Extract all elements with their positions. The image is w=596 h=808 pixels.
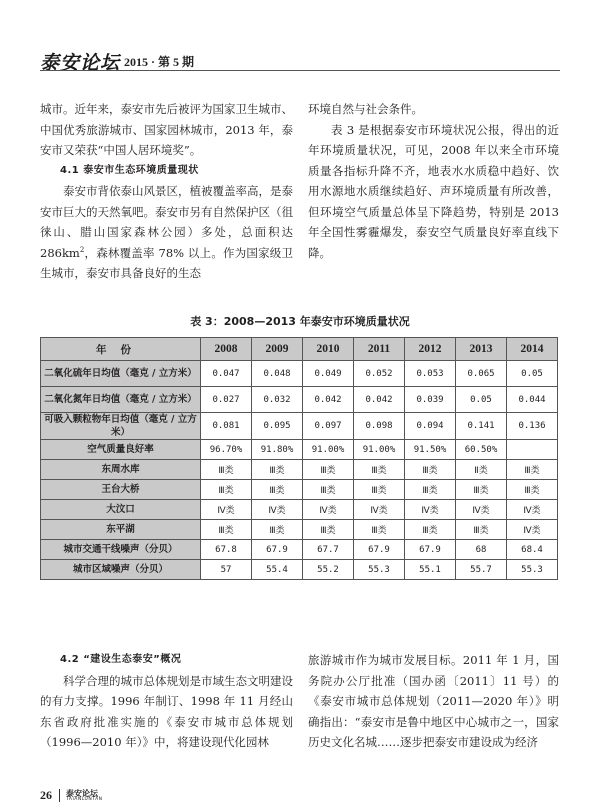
table-cell: Ⅳ类 (201, 500, 252, 520)
running-header (40, 48, 560, 72)
table-cell: 55.3 (507, 560, 558, 580)
section-heading-4-2: 4.2 “建设生态泰安”概况 (60, 654, 182, 665)
table-cell: Ⅲ类 (252, 460, 303, 480)
table-cell: 0.095 (252, 413, 303, 440)
table-cell: Ⅲ类 (201, 480, 252, 500)
table-row (41, 387, 558, 413)
table-cell: 67.9 (252, 540, 303, 560)
row-label: 东周水库 (41, 460, 201, 480)
bottom-right-column (308, 650, 559, 753)
table-cell: 91.50% (405, 440, 456, 460)
header-year: 2013 (456, 338, 507, 361)
paragraph-ecology-a: 泰安市背依泰山风景区，植被覆盖率高，是泰安市巨大的天然氧吧。泰安市另有自然保护区（徂徕山、腊山国家森林公园）多处，总面积达 286km (40, 184, 293, 260)
table-cell: Ⅳ类 (456, 500, 507, 520)
table-cell: 67.9 (354, 540, 405, 560)
table-cell: Ⅲ类 (201, 460, 252, 480)
table-cell: Ⅳ类 (507, 500, 558, 520)
row-label: 二氧化氮年日均值（毫克 / 立方米） (41, 387, 201, 413)
table-cell: 0.044 (507, 387, 558, 413)
table-cell: Ⅲ类 (252, 520, 303, 540)
section-heading-4-1: 4.1 泰安市生态环境质量现状 (60, 164, 199, 176)
table-cell: Ⅲ类 (354, 480, 405, 500)
table-cell: 0.052 (354, 361, 405, 387)
paragraph-ecology (40, 181, 293, 284)
table-cell: 0.053 (405, 361, 456, 387)
footer-journal-name: 泰安论坛 (66, 789, 98, 798)
table-cell: Ⅲ类 (201, 520, 252, 540)
row-label: 空气质量良好率 (41, 440, 201, 460)
table-cell: 67.9 (405, 540, 456, 560)
table-cell: 91.00% (354, 440, 405, 460)
table-cell: Ⅲ类 (456, 520, 507, 540)
table-cell: 0.097 (303, 413, 354, 440)
table-cell: Ⅲ类 (507, 480, 558, 500)
table-cell: 67.8 (201, 540, 252, 560)
table-cell: Ⅳ类 (405, 500, 456, 520)
journal-logo: 泰安论坛 (40, 52, 121, 74)
table-cell: Ⅲ类 (252, 480, 303, 500)
table-header-row (41, 338, 558, 361)
table-cell: 57 (201, 560, 252, 580)
header-year: 2009 (252, 338, 303, 361)
table-cell: 0.042 (354, 387, 405, 413)
table-row (41, 560, 558, 580)
table-cell: Ⅲ类 (405, 480, 456, 500)
table-cell: 0.047 (201, 361, 252, 387)
table-row (41, 440, 558, 460)
paragraph-planning-continued: 旅游城市作为城市发展目标。2011 年 1 月，国务院办公厅批准（国办函〔2011〕11 号）的《泰安市城市总体规划（2011—2020 年）》明确指出：“泰安市是鲁中地区中心城市之一，国家历史文化名城……逐步把泰安市建设成为经济 (308, 653, 559, 749)
table-cell: 0.081 (201, 413, 252, 440)
superscript-2: 2 (79, 245, 85, 254)
table-cell: 55.3 (354, 560, 405, 580)
table-cell: Ⅱ类 (456, 460, 507, 480)
table-cell: Ⅲ类 (303, 460, 354, 480)
footer-rule (59, 789, 60, 802)
table-cell: 55.1 (405, 560, 456, 580)
table-cell: 0.048 (252, 361, 303, 387)
table-cell: 0.032 (252, 387, 303, 413)
page-number: 26 (40, 788, 52, 802)
table-cell: Ⅳ类 (354, 500, 405, 520)
table-cell: 0.05 (507, 361, 558, 387)
table-cell: 0.042 (303, 387, 354, 413)
table-cell: 0.141 (456, 413, 507, 440)
table-row (41, 500, 558, 520)
paragraph-continued-right: 环境自然与社会条件。 (308, 102, 423, 116)
table-cell: Ⅲ类 (354, 520, 405, 540)
footer-journal-pinyin: TAIANLUNTAN (66, 797, 103, 802)
header-year: 2011 (354, 338, 405, 361)
table-cell: Ⅲ类 (456, 480, 507, 500)
table-cell: Ⅳ类 (507, 520, 558, 540)
header-year: 2008 (201, 338, 252, 361)
table-body (41, 361, 558, 580)
table-cell: Ⅳ类 (252, 500, 303, 520)
row-label: 城市区域噪声（分贝） (41, 560, 201, 580)
table-cell: 55.2 (303, 560, 354, 580)
table-cell: 60.50% (456, 440, 507, 460)
table-row (41, 361, 558, 387)
row-label: 二氧化硫年日均值（毫克 / 立方米） (41, 361, 201, 387)
environment-quality-table (40, 337, 558, 580)
table-cell: Ⅲ类 (303, 520, 354, 540)
table-cell: 0.027 (201, 387, 252, 413)
top-left-column (40, 99, 293, 284)
header-year: 2014 (507, 338, 558, 361)
paragraph-table-intro: 表 3 是根据泰安市环境状况公报，得出的近年环境质量状况，可见，2008 年以来全市环境质量各指标升降不齐，地表水水质稳中趋好、饮用水源地水质继续趋好、声环境质量有所改善，但环境空气质量总体呈下降趋势，特别是 2013 年全国性雾霾爆发，泰安空气质量良好率直线下降。 (308, 122, 559, 260)
table-row (41, 413, 558, 440)
bottom-left-column (40, 650, 293, 753)
issue-info: 2015 · 第 5 期 (124, 55, 195, 69)
table-row (41, 520, 558, 540)
table-cell: 67.7 (303, 540, 354, 560)
table-cell: Ⅲ类 (303, 480, 354, 500)
table-cell: Ⅲ类 (354, 460, 405, 480)
header-rule (40, 70, 560, 71)
table-cell: 0.05 (456, 387, 507, 413)
table-row (41, 460, 558, 480)
table-cell: 68.4 (507, 540, 558, 560)
table-cell (507, 440, 558, 460)
table-cell: Ⅲ类 (405, 460, 456, 480)
paragraph-planning: 科学合理的城市总体规划是市域生态文明建设的有力支撑。1996 年制订、1998 年 11 月经山东省政府批准实施的《泰安市城市总体规划（1996—2010 年）》中，将建设现代化园林 (40, 673, 293, 749)
table-row (41, 480, 558, 500)
page-footer (40, 788, 240, 804)
table-cell: Ⅲ类 (405, 520, 456, 540)
paragraph-continued: 城市。近年来，泰安市先后被评为国家卫生城市、中国优秀旅游城市、国家园林城市，2013 年，泰安市又荣获“中国人居环境奖”。 (40, 102, 293, 157)
paragraph-ecology-b: ，森林覆盖率 78% 以上。作为国家级卫生城市，泰安市具备良好的生态 (40, 245, 293, 280)
table-cell: 68 (456, 540, 507, 560)
table-row (41, 540, 558, 560)
table-cell: Ⅳ类 (303, 500, 354, 520)
table-cell: 0.065 (456, 361, 507, 387)
row-label: 城市交通干线噪声（分贝） (41, 540, 201, 560)
table-cell: 91.00% (303, 440, 354, 460)
row-label: 大汶口 (41, 500, 201, 520)
row-label: 王台大桥 (41, 480, 201, 500)
row-label: 可吸入颗粒物年日均值（毫克 / 立方米） (41, 413, 201, 440)
row-label: 东平湖 (41, 520, 201, 540)
table-cell: 0.136 (507, 413, 558, 440)
table-cell: 0.039 (405, 387, 456, 413)
table-cell: 0.049 (303, 361, 354, 387)
table-cell: 96.70% (201, 440, 252, 460)
table-cell: 91.80% (252, 440, 303, 460)
header-year: 2010 (303, 338, 354, 361)
table-cell: Ⅲ类 (507, 460, 558, 480)
table-cell: 55.7 (456, 560, 507, 580)
header-year: 2012 (405, 338, 456, 361)
table-cell: 0.098 (354, 413, 405, 440)
table-caption: 表 3：2008—2013 年泰安市环境质量状况 (190, 315, 410, 328)
table-cell: 0.094 (405, 413, 456, 440)
header-year-label: 年份 (41, 338, 201, 361)
table-cell: 55.4 (252, 560, 303, 580)
top-right-column (308, 99, 559, 263)
